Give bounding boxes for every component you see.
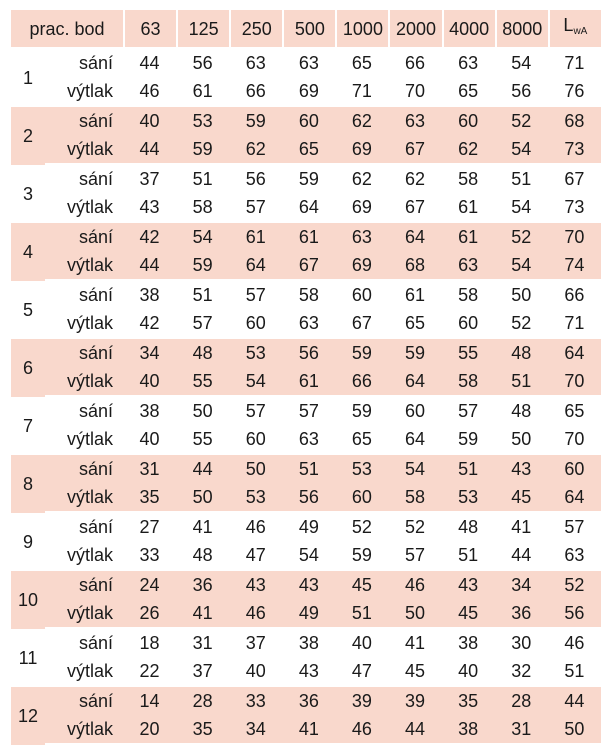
- sound-level-cell: 24: [123, 571, 176, 599]
- sound-level-cell: 48: [458, 517, 479, 537]
- sound-level-cell: 49: [298, 517, 319, 537]
- mode-label-discharge: výtlak: [45, 657, 123, 687]
- table-row: [11, 193, 601, 223]
- sound-level-cell: 40: [123, 107, 176, 135]
- sound-level-cell: 45: [495, 483, 548, 513]
- sound-level-cell: 60: [229, 425, 282, 455]
- sound-level-cell: 54: [495, 193, 548, 223]
- lwa-value-cell: 64: [548, 483, 601, 513]
- table-row: [11, 687, 601, 715]
- sound-level-cell: 58: [176, 193, 229, 223]
- sound-level-cell: 58: [458, 169, 479, 189]
- sound-level-cell: 53: [176, 107, 229, 135]
- table-row: [11, 309, 601, 339]
- operating-point-number: 12: [11, 687, 45, 745]
- lwa-value-cell: 70: [548, 223, 601, 251]
- sound-level-cell: 66: [335, 367, 388, 397]
- mode-label-discharge: výtlak: [45, 541, 123, 571]
- lwa-value-cell: 60: [548, 455, 601, 483]
- sound-level-cell: 66: [405, 53, 426, 73]
- header-freq-500: 500: [282, 10, 335, 49]
- operating-point-number: 1: [22, 68, 33, 88]
- mode-label-discharge: výtlak: [45, 425, 123, 455]
- sound-level-cell: 69: [335, 251, 388, 281]
- table-row: [11, 425, 601, 455]
- mode-label-discharge: výtlak: [45, 599, 123, 629]
- sound-level-cell: 61: [176, 77, 229, 107]
- sound-level-cell: 44: [495, 541, 548, 571]
- sound-level-cell: 28: [176, 687, 229, 715]
- header-freq-250: 250: [229, 10, 282, 49]
- sound-level-cell: 26: [123, 599, 176, 629]
- sound-level-cell: 35: [123, 483, 176, 513]
- mode-label-suction: sání: [78, 169, 114, 189]
- sound-level-cell: 59: [176, 135, 229, 165]
- table-row: [11, 107, 601, 135]
- sound-level-cell: 69: [335, 135, 388, 165]
- sound-level-cell: 44: [139, 53, 160, 73]
- mode-label-suction: sání: [45, 339, 123, 367]
- mode-label-suction: sání: [45, 571, 123, 599]
- sound-level-cell: 41: [405, 633, 426, 653]
- sound-level-cell: 58: [388, 483, 441, 513]
- sound-level-cell: 70: [388, 77, 441, 107]
- sound-level-cell: 64: [282, 193, 335, 223]
- sound-level-cell: 47: [229, 541, 282, 571]
- sound-level-cell: 56: [282, 483, 335, 513]
- sound-level-cell: 61: [229, 223, 282, 251]
- sound-level-cell: 54: [229, 367, 282, 397]
- sound-level-cell: 62: [229, 135, 282, 165]
- sound-level-cell: 59: [351, 401, 372, 421]
- sound-level-cell: 43: [442, 571, 495, 599]
- lwa-value-cell: 57: [564, 517, 585, 537]
- sound-level-cell: 51: [442, 541, 495, 571]
- operating-point-number: 6: [11, 339, 45, 397]
- sound-level-cell: 44: [388, 715, 441, 745]
- sound-level-cell: 63: [282, 425, 335, 455]
- sound-level-cell: 52: [405, 517, 426, 537]
- sound-level-cell: 55: [176, 425, 229, 455]
- sound-level-cell: 57: [388, 541, 441, 571]
- sound-level-cell: 59: [335, 339, 388, 367]
- operating-point-number: 3: [22, 184, 33, 204]
- sound-level-cell: 30: [511, 633, 532, 653]
- sound-level-cell: 58: [442, 367, 495, 397]
- operating-point-number: 4: [11, 223, 45, 281]
- sound-level-cell: 64: [388, 425, 441, 455]
- sound-level-cell: 71: [335, 77, 388, 107]
- sound-level-cell: 48: [511, 401, 532, 421]
- sound-level-cell: 52: [495, 223, 548, 251]
- sound-level-cell: 63: [388, 107, 441, 135]
- header-lwa-main: L: [563, 15, 574, 35]
- table-row: [11, 715, 601, 745]
- sound-level-cell: 33: [229, 687, 282, 715]
- sound-level-cell: 41: [192, 517, 213, 537]
- sound-level-cell: 61: [282, 367, 335, 397]
- sound-level-cell: 46: [388, 571, 441, 599]
- sound-level-cell: 60: [405, 401, 426, 421]
- lwa-value-cell: 74: [548, 251, 601, 281]
- sound-level-cell: 60: [442, 107, 495, 135]
- lwa-value-cell: 63: [548, 541, 601, 571]
- sound-level-cell: 59: [442, 425, 495, 455]
- lwa-value-cell: 46: [564, 633, 585, 653]
- sound-level-cell: 39: [388, 687, 441, 715]
- sound-level-cell: 69: [335, 193, 388, 223]
- sound-level-cell: 63: [335, 223, 388, 251]
- mode-label-suction: sání: [45, 455, 123, 483]
- sound-level-cell: 61: [442, 223, 495, 251]
- sound-level-cell: 46: [335, 715, 388, 745]
- sound-level-cell: 57: [458, 401, 479, 421]
- sound-level-cell: 69: [282, 77, 335, 107]
- sound-level-cell: 56: [245, 169, 266, 189]
- sound-level-cell: 55: [442, 339, 495, 367]
- noise-level-table: [11, 10, 601, 745]
- mode-label-discharge: výtlak: [45, 483, 123, 513]
- lwa-value-cell: 56: [548, 599, 601, 629]
- sound-level-cell: 54: [176, 223, 229, 251]
- sound-level-cell: 62: [351, 169, 372, 189]
- table-row: [11, 483, 601, 513]
- lwa-value-cell: 70: [548, 367, 601, 397]
- sound-level-cell: 57: [229, 193, 282, 223]
- sound-level-cell: 28: [495, 687, 548, 715]
- sound-level-cell: 46: [229, 599, 282, 629]
- sound-level-cell: 50: [511, 285, 532, 305]
- table-row: [11, 571, 601, 599]
- sound-level-cell: 37: [176, 657, 229, 687]
- sound-level-cell: 60: [351, 285, 372, 305]
- lwa-value-cell: 51: [548, 657, 601, 687]
- lwa-value-cell: 73: [548, 193, 601, 223]
- operating-point-number: 11: [18, 648, 38, 668]
- table-header: [11, 10, 601, 49]
- sound-level-cell: 14: [123, 687, 176, 715]
- mode-label-discharge: výtlak: [45, 251, 123, 281]
- sound-level-cell: 42: [123, 309, 176, 339]
- sound-level-cell: 40: [442, 657, 495, 687]
- table-row: [11, 367, 601, 397]
- table-row: [11, 281, 601, 309]
- sound-level-cell: 56: [282, 339, 335, 367]
- table-row: [11, 223, 601, 251]
- header-row: [11, 10, 601, 49]
- operating-point-number: 8: [11, 455, 45, 513]
- table-row: [11, 599, 601, 629]
- sound-level-cell: 36: [282, 687, 335, 715]
- header-lwa: [548, 10, 601, 49]
- operating-point-number: 5: [22, 300, 33, 320]
- sound-level-cell: 67: [282, 251, 335, 281]
- lwa-value-cell: 70: [548, 425, 601, 455]
- sound-level-cell: 50: [192, 401, 213, 421]
- sound-level-cell: 35: [442, 687, 495, 715]
- sound-level-cell: 43: [123, 193, 176, 223]
- mode-label-suction: sání: [45, 687, 123, 715]
- sound-level-cell: 56: [495, 77, 548, 107]
- table-row: [11, 49, 601, 77]
- sound-level-cell: 62: [405, 169, 426, 189]
- header-freq-2000: 2000: [388, 10, 441, 49]
- sound-level-cell: 45: [388, 657, 441, 687]
- sound-level-cell: 46: [123, 77, 176, 107]
- operating-point-number: 7: [22, 416, 33, 436]
- table-row: [11, 251, 601, 281]
- sound-level-cell: 40: [123, 367, 176, 397]
- lwa-value-cell: 71: [564, 53, 585, 73]
- sound-level-cell: 38: [298, 633, 319, 653]
- sound-level-cell: 61: [405, 285, 426, 305]
- sound-level-cell: 31: [192, 633, 213, 653]
- lwa-value-cell: 44: [548, 687, 601, 715]
- sound-level-cell: 44: [176, 455, 229, 483]
- sound-level-cell: 57: [245, 401, 266, 421]
- sound-level-cell: 36: [176, 571, 229, 599]
- sound-level-cell: 52: [495, 107, 548, 135]
- mode-label-discharge: výtlak: [45, 135, 123, 165]
- sound-level-cell: 60: [282, 107, 335, 135]
- sound-level-cell: 59: [229, 107, 282, 135]
- mode-label-suction: sání: [45, 107, 123, 135]
- sound-level-cell: 47: [335, 657, 388, 687]
- sound-level-cell: 60: [442, 309, 495, 339]
- mode-label-suction: sání: [45, 223, 123, 251]
- sound-level-cell: 53: [335, 455, 388, 483]
- sound-level-cell: 38: [139, 285, 160, 305]
- sound-level-cell: 38: [442, 715, 495, 745]
- sound-level-cell: 65: [351, 53, 372, 73]
- sound-level-cell: 33: [123, 541, 176, 571]
- header-freq-8000: 8000: [495, 10, 548, 49]
- sound-level-cell: 40: [351, 633, 372, 653]
- mode-label-discharge: výtlak: [45, 367, 123, 397]
- sound-level-cell: 62: [335, 107, 388, 135]
- sound-level-cell: 38: [458, 633, 479, 653]
- mode-label-suction: sání: [78, 401, 114, 421]
- mode-label-suction: sání: [78, 53, 114, 73]
- sound-level-cell: 65: [282, 135, 335, 165]
- sound-level-cell: 64: [388, 367, 441, 397]
- sound-level-cell: 59: [388, 339, 441, 367]
- sound-level-cell: 54: [495, 251, 548, 281]
- sound-level-cell: 35: [176, 715, 229, 745]
- sound-level-cell: 55: [176, 367, 229, 397]
- lwa-value-cell: 67: [564, 169, 585, 189]
- header-operating-point: prac. bod: [11, 10, 123, 49]
- sound-level-cell: 44: [123, 251, 176, 281]
- sound-level-cell: 40: [123, 425, 176, 455]
- sound-level-cell: 27: [139, 517, 160, 537]
- sound-level-cell: 37: [139, 169, 160, 189]
- sound-level-cell: 39: [335, 687, 388, 715]
- sound-level-cell: 34: [229, 715, 282, 745]
- sound-level-cell: 46: [245, 517, 266, 537]
- table-row: [11, 165, 601, 193]
- sound-level-cell: 51: [192, 169, 213, 189]
- sound-level-cell: 67: [388, 193, 441, 223]
- sound-level-cell: 57: [176, 309, 229, 339]
- lwa-value-cell: 50: [548, 715, 601, 745]
- sound-level-cell: 63: [298, 53, 319, 73]
- sound-level-cell: 58: [458, 285, 479, 305]
- header-freq-125: 125: [176, 10, 229, 49]
- sound-level-cell: 40: [229, 657, 282, 687]
- table-row: [11, 455, 601, 483]
- sound-level-cell: 43: [229, 571, 282, 599]
- table-row: [11, 397, 601, 425]
- sound-level-cell: 44: [123, 135, 176, 165]
- sound-level-cell: 63: [245, 53, 266, 73]
- sound-level-cell: 54: [511, 53, 532, 73]
- sound-level-cell: 53: [229, 339, 282, 367]
- sound-level-cell: 51: [442, 455, 495, 483]
- sound-level-cell: 31: [123, 455, 176, 483]
- sound-level-cell: 41: [511, 517, 532, 537]
- table-row: [11, 339, 601, 367]
- sound-level-cell: 67: [388, 135, 441, 165]
- header-freq-1000: 1000: [335, 10, 388, 49]
- sound-level-cell: 51: [495, 367, 548, 397]
- lwa-value-cell: 52: [548, 571, 601, 599]
- sound-level-cell: 65: [335, 425, 388, 455]
- mode-label-suction: sání: [78, 517, 114, 537]
- mode-label-discharge: výtlak: [45, 715, 123, 745]
- sound-level-cell: 43: [282, 571, 335, 599]
- sound-level-cell: 57: [245, 285, 266, 305]
- operating-point-number: 9: [22, 532, 33, 552]
- sound-level-cell: 51: [282, 455, 335, 483]
- sound-level-cell: 58: [298, 285, 319, 305]
- sound-level-cell: 61: [442, 193, 495, 223]
- header-freq-4000: 4000: [442, 10, 495, 49]
- table-row: [11, 513, 601, 541]
- sound-level-cell: 54: [282, 541, 335, 571]
- lwa-value-cell: 71: [548, 309, 601, 339]
- sound-level-cell: 59: [298, 169, 319, 189]
- sound-level-cell: 48: [495, 339, 548, 367]
- lwa-value-cell: 65: [564, 401, 585, 421]
- sound-level-cell: 32: [495, 657, 548, 687]
- sound-level-cell: 37: [245, 633, 266, 653]
- sound-level-cell: 45: [335, 571, 388, 599]
- sound-level-cell: 56: [192, 53, 213, 73]
- table-row: [11, 629, 601, 657]
- sound-level-cell: 36: [495, 599, 548, 629]
- sound-level-cell: 48: [176, 339, 229, 367]
- lwa-value-cell: 68: [548, 107, 601, 135]
- header-freq-63: 63: [123, 10, 176, 49]
- mode-label-discharge: výtlak: [45, 309, 123, 339]
- sound-level-cell: 67: [335, 309, 388, 339]
- table-row: [11, 135, 601, 165]
- sound-level-cell: 53: [229, 483, 282, 513]
- sound-level-cell: 62: [442, 135, 495, 165]
- sound-level-cell: 18: [139, 633, 160, 653]
- lwa-value-cell: 66: [564, 285, 585, 305]
- sound-level-cell: 52: [351, 517, 372, 537]
- sound-level-cell: 48: [176, 541, 229, 571]
- sound-level-cell: 22: [123, 657, 176, 687]
- mode-label-discharge: výtlak: [45, 77, 123, 107]
- lwa-value-cell: 64: [548, 339, 601, 367]
- sound-level-cell: 52: [495, 309, 548, 339]
- sound-level-cell: 43: [282, 657, 335, 687]
- sound-level-cell: 50: [176, 483, 229, 513]
- sound-level-cell: 53: [442, 483, 495, 513]
- sound-level-cell: 51: [192, 285, 213, 305]
- sound-level-cell: 54: [388, 455, 441, 483]
- sound-level-cell: 57: [298, 401, 319, 421]
- lwa-value-cell: 76: [548, 77, 601, 107]
- sound-level-cell: 59: [176, 251, 229, 281]
- sound-level-cell: 65: [442, 77, 495, 107]
- sound-level-cell: 42: [123, 223, 176, 251]
- mode-label-discharge: výtlak: [45, 193, 123, 223]
- operating-point-number: 2: [11, 107, 45, 165]
- sound-level-cell: 59: [335, 541, 388, 571]
- sound-level-cell: 41: [176, 599, 229, 629]
- sound-level-cell: 50: [229, 455, 282, 483]
- sound-level-cell: 54: [495, 135, 548, 165]
- sound-level-cell: 38: [139, 401, 160, 421]
- sound-level-cell: 34: [495, 571, 548, 599]
- sound-level-cell: 60: [229, 309, 282, 339]
- sound-level-cell: 49: [282, 599, 335, 629]
- sound-level-cell: 61: [282, 223, 335, 251]
- sound-level-cell: 50: [388, 599, 441, 629]
- sound-level-cell: 20: [123, 715, 176, 745]
- header-lwa-sub: wA: [573, 26, 588, 37]
- sound-level-cell: 66: [229, 77, 282, 107]
- sound-level-cell: 31: [495, 715, 548, 745]
- sound-level-cell: 34: [123, 339, 176, 367]
- table-row: [11, 541, 601, 571]
- sound-level-cell: 68: [388, 251, 441, 281]
- sound-level-cell: 65: [388, 309, 441, 339]
- sound-level-cell: 41: [282, 715, 335, 745]
- sound-level-cell: 51: [335, 599, 388, 629]
- sound-level-cell: 63: [442, 251, 495, 281]
- sound-level-cell: 50: [495, 425, 548, 455]
- sound-level-cell: 60: [335, 483, 388, 513]
- operating-point-number: 10: [11, 571, 45, 629]
- sound-level-cell: 63: [458, 53, 479, 73]
- sound-level-cell: 45: [442, 599, 495, 629]
- sound-level-cell: 43: [495, 455, 548, 483]
- mode-label-suction: sání: [78, 285, 114, 305]
- mode-label-suction: sání: [78, 633, 114, 653]
- table-row: [11, 77, 601, 107]
- table-row: [11, 657, 601, 687]
- table-body: [11, 49, 601, 745]
- lwa-value-cell: 73: [548, 135, 601, 165]
- sound-level-cell: 63: [282, 309, 335, 339]
- sound-level-cell: 64: [388, 223, 441, 251]
- sound-level-cell: 64: [229, 251, 282, 281]
- sound-level-cell: 51: [511, 169, 532, 189]
